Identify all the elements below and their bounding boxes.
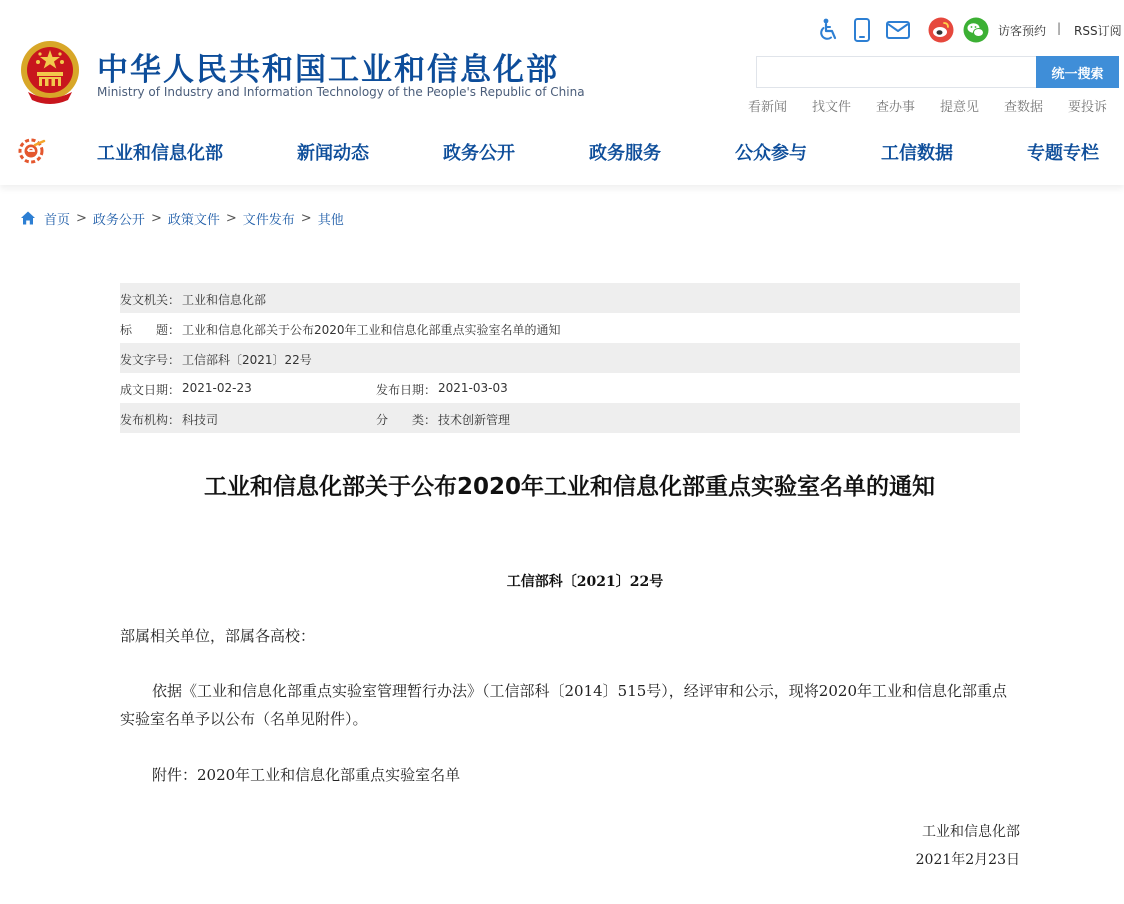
article-sign-date: 2021年2月23日 [915, 852, 1020, 868]
nav-item-services[interactable]: 政务服务 [589, 143, 661, 164]
article-body: 依据《工业和信息化部重点实验室管理暂行办法》（工信部科〔2014〕515号），经评审和公示，现将2020年工业和信息化部重点实验室名单予以公布（名单见附件）。 [120, 682, 1007, 728]
meta-row-issuer [120, 283, 1020, 313]
meta-row-org [120, 403, 1020, 433]
meta-title-label: 标 题： [120, 323, 181, 337]
rss-link[interactable]: RSS订阅 [1074, 24, 1122, 38]
visitor-appointment-link[interactable]: 访客预约 [998, 24, 1047, 38]
meta-published-value: 2021-03-03 [438, 381, 508, 395]
accessibility-icon[interactable] [814, 16, 842, 44]
top-tools [804, 14, 1124, 46]
search-input[interactable] [756, 56, 1036, 88]
breadcrumb-separator: > [225, 210, 237, 226]
mobile-icon[interactable] [848, 16, 876, 44]
breadcrumb-policy-docs[interactable]: 政策文件 [167, 212, 220, 228]
nav-item-topics[interactable]: 专题专栏 [1027, 143, 1099, 164]
meta-issuer-label: 发文机关： [120, 293, 181, 307]
nav-item-gov-affairs[interactable]: 政务公开 [443, 143, 515, 164]
breadcrumb-separator: > [150, 210, 162, 226]
meta-published-label: 发布日期： [376, 383, 437, 397]
article-attachment[interactable]: 附件：2020年工业和信息化部重点实验室名单 [152, 766, 461, 784]
site-title-cn[interactable]: 中华人民共和国工业和信息化部 [97, 52, 559, 88]
quick-link-news[interactable]: 看新闻 [748, 100, 788, 115]
meta-doc-number-label: 发文字号： [120, 353, 181, 367]
nav-item-ministry[interactable]: 工业和信息化部 [97, 143, 223, 164]
national-emblem [18, 38, 82, 106]
meta-row-doc-number [120, 343, 1020, 373]
site-title-en: Ministry of Industry and Information Technology of the People's Republic of China [97, 85, 585, 99]
meta-title-value: 工业和信息化部关于公布2020年工业和信息化部重点实验室名单的通知 [182, 323, 561, 337]
nav-item-news[interactable]: 新闻动态 [297, 143, 369, 164]
document-meta-table [120, 283, 1020, 433]
meta-row-dates [120, 373, 1020, 403]
article-title: 工业和信息化部关于公布2020年工业和信息化部重点实验室名单的通知 [203, 474, 935, 500]
breadcrumb-separator: > [300, 210, 312, 226]
quick-link-data[interactable]: 查数据 [1004, 100, 1044, 115]
meta-issuer-value: 工业和信息化部 [182, 293, 267, 307]
quick-link-services[interactable]: 查办事 [876, 100, 916, 115]
site-header [0, 0, 1124, 185]
meta-doc-number-value: 工信部科〔2021〕22号 [182, 353, 312, 367]
quick-link-complaint[interactable]: 要投诉 [1068, 100, 1108, 115]
breadcrumb-gov-affairs[interactable]: 政务公开 [92, 212, 145, 228]
search-button[interactable]: 统一搜索 [1036, 56, 1119, 88]
weibo-icon[interactable] [927, 16, 955, 44]
meta-org-label: 发布机构： [120, 413, 181, 427]
article-sign-org: 工业和信息化部 [922, 824, 1020, 840]
article-doc-number: 工信部科〔2021〕22号 [506, 574, 664, 590]
meta-category-label: 分 类： [376, 413, 437, 427]
breadcrumb-separator: > [76, 210, 87, 226]
breadcrumb [20, 208, 344, 228]
mail-icon[interactable] [884, 16, 912, 44]
nav-item-data[interactable]: 工信数据 [881, 143, 953, 164]
breadcrumb-home[interactable]: 首页 [44, 212, 71, 228]
site-logo-icon[interactable] [17, 137, 47, 165]
meta-org-value: 科技司 [182, 413, 219, 427]
meta-created-label: 成文日期： [120, 383, 181, 397]
tool-separator: | [1057, 21, 1062, 35]
home-icon[interactable] [20, 210, 36, 226]
meta-row-title [120, 313, 1020, 343]
wechat-icon[interactable] [962, 16, 990, 44]
quick-link-feedback[interactable]: 提意见 [940, 100, 980, 115]
article-addressee: 部属相关单位，部属各高校： [120, 627, 316, 645]
nav-item-public[interactable]: 公众参与 [735, 143, 807, 164]
quick-link-files[interactable]: 找文件 [812, 100, 852, 115]
breadcrumb-doc-release[interactable]: 文件发布 [242, 212, 295, 228]
meta-category-value: 技术创新管理 [438, 413, 511, 427]
meta-created-value: 2021-02-23 [182, 381, 252, 395]
breadcrumb-other[interactable]: 其他 [317, 212, 344, 228]
